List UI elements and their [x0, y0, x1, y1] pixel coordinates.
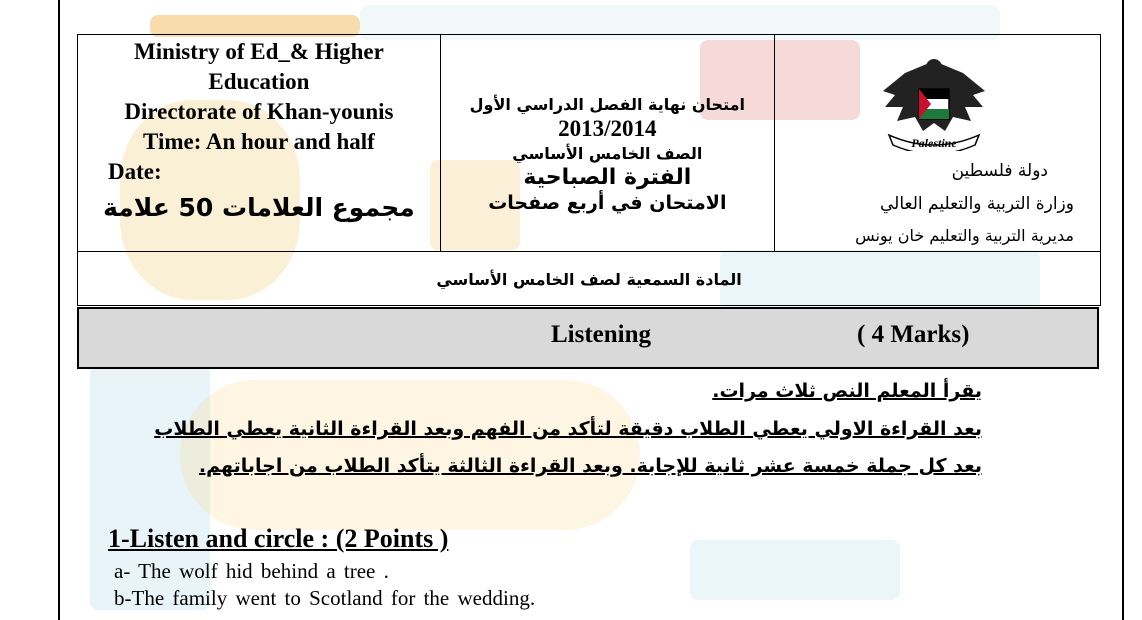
section-band: [77, 307, 1099, 369]
education-line: Education: [208, 69, 310, 94]
question-item: b-The family went to Scotland for the wedding.: [114, 586, 536, 610]
total-marks-text: مجموع العلامات 50 علامة: [103, 193, 415, 222]
arabic-state-line: دولة فلسطين: [951, 161, 1048, 181]
period-text: الفترة الصباحية: [523, 165, 692, 190]
header-english-cell: [78, 35, 441, 251]
subject-line: المادة السمعية لصف الخامس الأساسي: [77, 250, 1101, 306]
question-title: 1-Listen and circle : (2 Points ): [108, 524, 449, 553]
instruction-line: بعد القراءة الاولي يعطي الطلاب دقيقة لتأكد من الفهم وبعد القراءة الثانية يعطي الطلاب: [154, 418, 982, 440]
palestine-eagle-emblem-icon: [875, 51, 993, 151]
grade-text: الصف الخامس الأساسي: [512, 144, 703, 163]
directorate-line: Directorate of Khan-younis: [124, 99, 394, 124]
arabic-ministry-line: وزارة التربية والتعليم العالي: [879, 194, 1074, 214]
instruction-line: يقرأ المعلم النص ثلاث مرات.: [712, 380, 982, 402]
header-arabic-cell: [775, 35, 1100, 251]
instruction-line: بعد كل جملة خمسة عشر ثانية للإجابة. وبعد القراءة الثالثة يتأكد الطلاب من اجاباتهم.: [198, 455, 982, 477]
pages-text: الامتحان في أربع صفحات: [488, 192, 727, 214]
exam-year: 2013/2014: [558, 116, 657, 141]
question-item: a- The wolf hid behind a tree .: [114, 559, 389, 583]
ministry-line: Ministry of Ed_& Higher: [134, 39, 384, 64]
date-label: Date:: [108, 159, 162, 184]
exam-header-table: [77, 34, 1101, 252]
time-line: Time: An hour and half: [143, 129, 375, 154]
section-marks: ( 4 Marks): [857, 321, 970, 348]
section-title: Listening: [551, 321, 652, 348]
emblem-banner-text: Palestine: [911, 136, 957, 150]
arabic-directorate-line: مديرية التربية والتعليم خان يونس: [855, 226, 1074, 245]
header-center-cell: [441, 35, 775, 251]
exam-title: امتحان نهاية الفصل الدراسي الأول: [469, 95, 745, 114]
